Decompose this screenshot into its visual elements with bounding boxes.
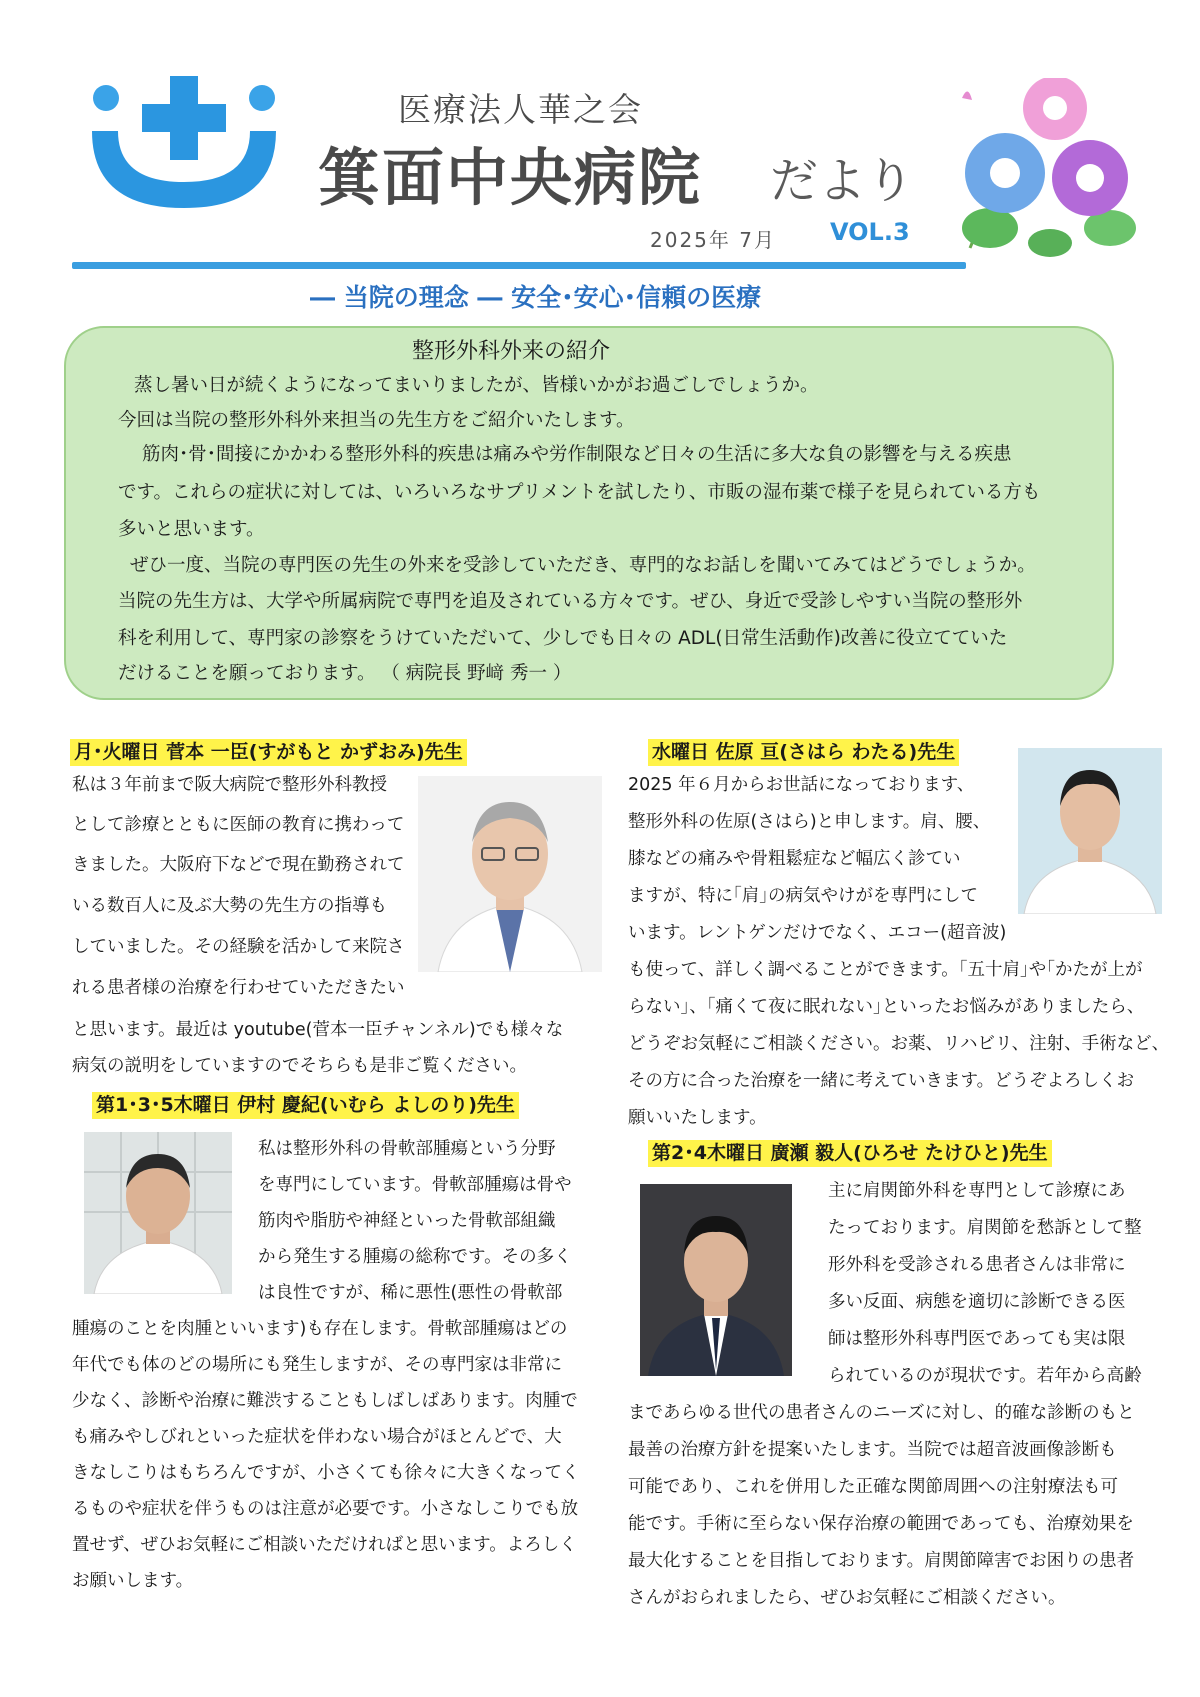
doctor-heading-imura: 第1･3･5木曜日 伊村 慶紀(いむら よしのり)先生 [92, 1092, 519, 1119]
doctor-text: を専門にしています。骨軟部腫瘍は骨や [258, 1175, 572, 1195]
doctor-text: 願いいたします。 [628, 1108, 767, 1128]
doctor-text: も使って、詳しく調べることができます。｢五十肩｣や｢かたが上が [628, 960, 1143, 980]
doctor-text: 多い反面、病態を適切に診断できる医 [828, 1292, 1126, 1312]
morning-glory-illustration [950, 78, 1140, 258]
doctor-text: 可能であり、これを併用した正確な関節周囲への注射療法も可 [628, 1477, 1118, 1497]
intro-line: ぜひ一度、当院の専門医の先生の外来を受診していただき、専門的なお話しを聞いてみてはどうでしょうか。 [130, 555, 1036, 576]
intro-line: 蒸し暑い日が続くようになってまいりましたが、皆様いかがお過ごしでしょうか。 [134, 375, 819, 396]
doctor-text: らない｣、｢痛くて夜に眠れない｣といったお悩みがありましたら、 [628, 997, 1145, 1017]
doctor-text: られているのが現状です。若年から高齢 [828, 1366, 1142, 1386]
doctor-photo-hirose [640, 1184, 792, 1376]
intro-line: 筋肉･骨･間接にかかわる整形外科的疾患は痛みや労作制限など日々の生活に多大な負の影響を与える疾患 [142, 444, 1012, 465]
doctor-text: います。レントゲンだけでなく、エコー(超音波) [628, 923, 1007, 943]
doctor-text: として診療とともに医師の教育に携わって [72, 815, 405, 835]
doctor-photo-imura [84, 1132, 232, 1294]
intro-line: だけることを願っております。 （ 病院長 野﨑 秀一 ） [118, 663, 572, 684]
doctor-text: 膝などの痛みや骨粗鬆症など幅広く診てい [628, 849, 961, 869]
doctor-text: れる患者様の治療を行わせていただきたい [72, 978, 405, 998]
volume-number: VOL.3 [830, 218, 910, 246]
intro-line: 今回は当院の整形外科外来担当の先生方をご紹介いたします。 [118, 410, 635, 431]
doctor-text: きました。大阪府下などで現在勤務されて [72, 855, 405, 875]
doctor-text: 師は整形外科専門医であっても実は限 [828, 1329, 1126, 1349]
doctor-text: さんがおられましたら、ぜひお気軽にご相談ください。 [628, 1588, 1066, 1608]
doctor-text: 整形外科の佐原(さはら)と申します。肩、腰、 [628, 812, 991, 832]
doctor-text: 私は整形外科の骨軟部腫瘍という分野 [258, 1139, 556, 1159]
doctor-text: も痛みやしびれといった症状を伴わない場合がほとんどで、大 [72, 1427, 562, 1447]
doctor-photo-sahara [1018, 748, 1162, 914]
doctor-text: きなしこりはもちろんですが、小さくても徐々に大きくなってく [72, 1463, 580, 1483]
doctor-text: から発生する腫瘍の総称です。その多く [258, 1247, 572, 1267]
header-divider [72, 262, 966, 269]
doctor-text: たっております。肩関節を愁訴として整 [828, 1218, 1142, 1238]
doctor-heading-sahara: 水曜日 佐原 亘(さはら わたる)先生 [648, 739, 959, 766]
hospital-motto: ― 当院の理念 ― 安全･安心･信頼の医療 [310, 283, 762, 312]
doctor-text: 最大化することを目指しております。肩関節障害でお困りの患者 [628, 1551, 1135, 1571]
doctor-text: 少なく、診断や治療に難渋することもしばしばあります。肉腫で [72, 1391, 578, 1411]
doctor-text: と思います。最近は youtube(菅本一臣チャンネル)でも様々な [72, 1020, 564, 1040]
doctor-text: 形外科を受診される患者さんは非常に [828, 1255, 1126, 1275]
hospital-name: 箕面中央病院 [318, 141, 703, 214]
doctor-text: 置せず、ぜひお気軽にご相談いただければと思います。よろしく [72, 1535, 577, 1555]
doctor-text: どうぞお気軽にご相談ください。お薬、リハビリ、注射、手術など、 [628, 1034, 1170, 1054]
doctor-photo-sugamoto [418, 776, 602, 972]
organization-name: 医療法人華之会 [398, 90, 643, 129]
doctor-text: 腫瘍のことを肉腫といいます)も存在します。骨軟部腫瘍はどの [72, 1319, 568, 1339]
intro-title: 整形外科外来の紹介 [412, 339, 611, 364]
doctor-text: 2025 年６月からお世話になっております、 [628, 775, 975, 795]
doctor-text: その方に合った治療を一緒に考えていきます。どうぞよろしくお [628, 1071, 1135, 1091]
doctor-text: 年代でも体のどの場所にも発生しますが、その専門家は非常に [72, 1355, 562, 1375]
doctor-text: していました。その経験を活かして来院さ [72, 937, 405, 957]
doctor-heading-hirose: 第2･4木曜日 廣瀬 毅人(ひろせ たけひと)先生 [648, 1140, 1052, 1167]
doctor-text: ますが、特に｢肩｣の病気やけがを専門にして [628, 886, 978, 906]
issue-date: 2025年 7月 [650, 228, 776, 252]
doctor-text: まであらゆる世代の患者さんのニーズに対し、的確な診断のもと [628, 1403, 1135, 1423]
newsletter-suffix: だより [770, 153, 915, 209]
intro-line: 当院の先生方は、大学や所属病院で専門を追及されている方々です。ぜひ、身近で受診しやすい当院の整形外 [118, 591, 1023, 612]
doctor-text: 主に肩関節外科を専門として診療にあ [828, 1181, 1126, 1201]
intro-line: 科を利用して、専門家の診察をうけていただいて、少しでも日々の ADL(日常生活動作)改善に役立てていた [118, 628, 1008, 649]
doctor-text: るものや症状を伴うものは注意が必要です。小さなしこりでも放 [72, 1499, 579, 1519]
doctor-text: は良性ですが、稀に悪性(悪性の骨軟部 [258, 1283, 563, 1303]
intro-line: です。これらの症状に対しては、いろいろなサプリメントを試したり、市販の湿布薬で様子を見られている方も [118, 482, 1041, 503]
intro-line: 多いと思います。 [118, 519, 265, 540]
doctor-text: 病気の説明をしていますのでそちらも是非ご覧ください。 [72, 1056, 527, 1076]
doctor-text: 能です。手術に至らない保存治療の範囲であっても、治療効果を [628, 1514, 1134, 1534]
doctor-heading-sugamoto: 月･火曜日 菅本 一臣(すがもと かずおみ)先生 [70, 739, 467, 766]
doctor-text: 私は３年前まで阪大病院で整形外科教授 [72, 775, 387, 795]
hospital-logo [84, 76, 284, 216]
doctor-text: 筋肉や脂肪や神経といった骨軟部組織 [258, 1211, 556, 1231]
doctor-text: お願いします。 [72, 1571, 194, 1591]
doctor-text: 最善の治療方針を提案いたします。当院では超音波画像診断も [628, 1440, 1117, 1460]
doctor-text: いる数百人に及ぶ大勢の先生方の指導も [72, 896, 387, 916]
